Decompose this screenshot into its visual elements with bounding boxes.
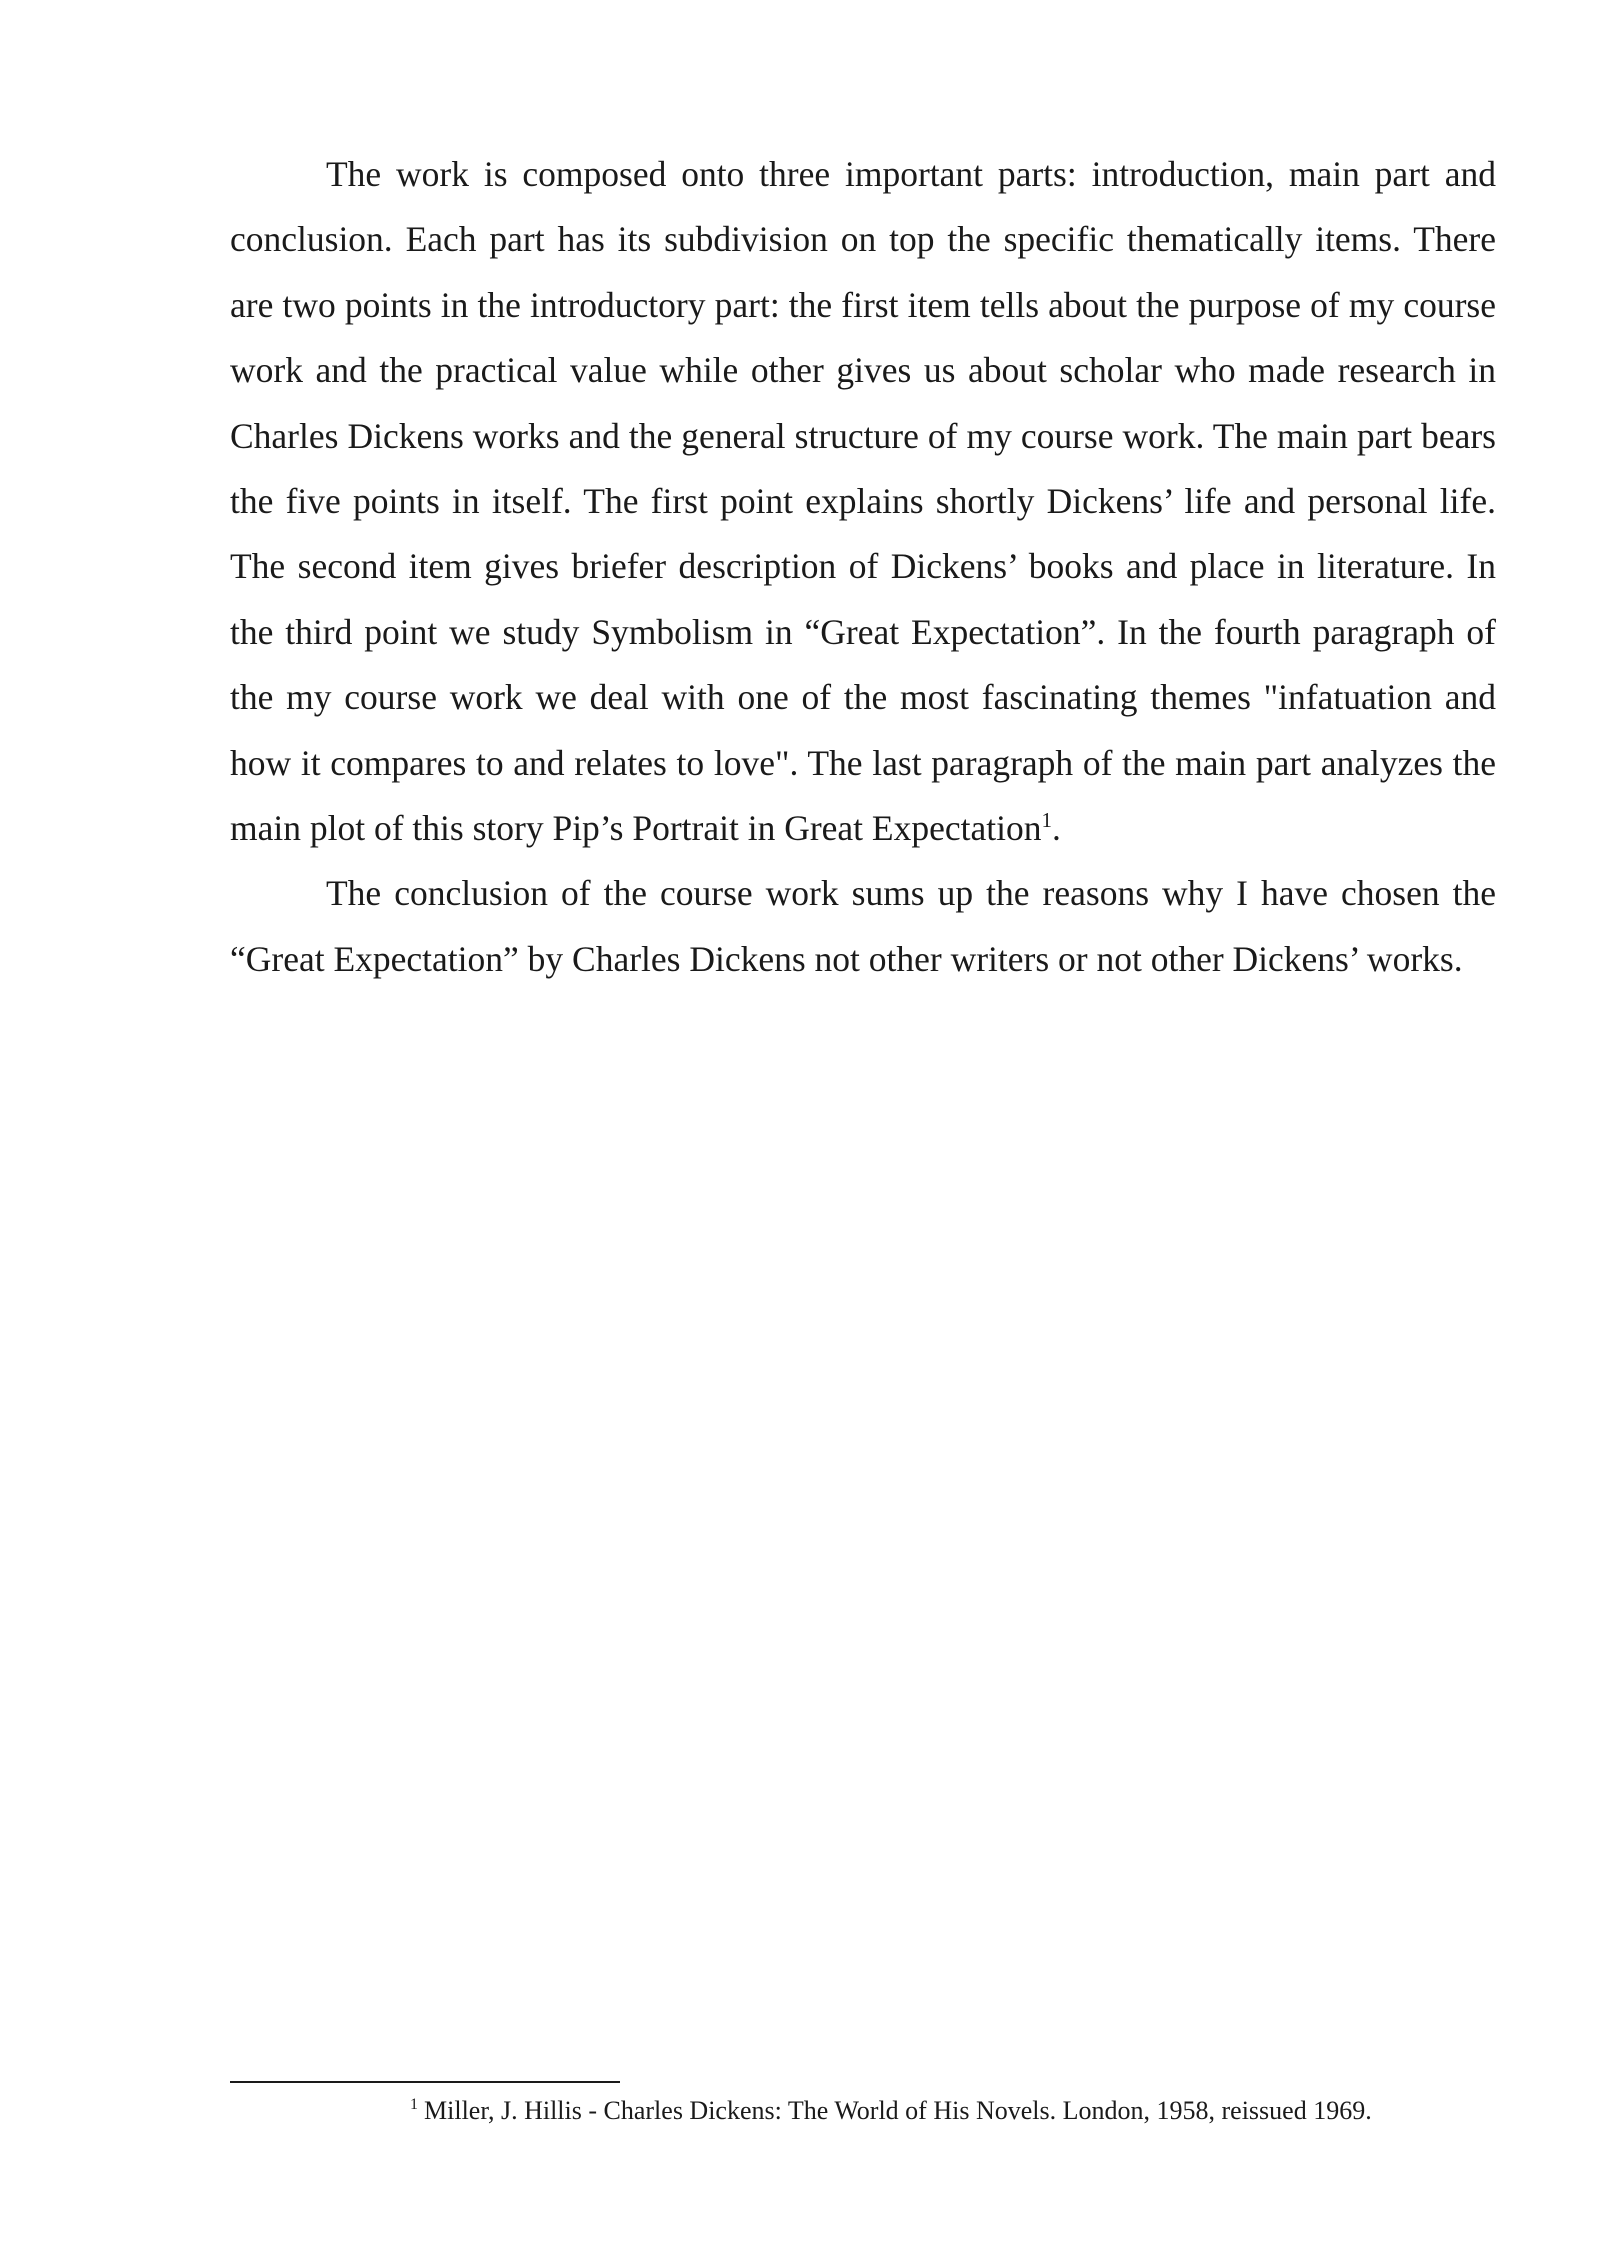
paragraph-structure-tail: . [1051, 808, 1061, 849]
footnote-mark: 1 [410, 2096, 418, 2114]
footnote-separator [230, 2081, 620, 2083]
footnote [230, 2094, 1496, 2128]
footnote-text: Miller, J. Hillis - Charles Dickens: The World of His Novels. London, 1958, reissued 1969. [424, 2096, 1372, 2125]
paragraph-structure [230, 142, 1496, 861]
footnote-reference[interactable]: 1 [1041, 808, 1052, 833]
body-text [230, 142, 1496, 992]
paragraph-conclusion: The conclusion of the course work sums up the reasons why I have chosen the “Great Expectation” by Charles Dickens not other writers or not other Dickens’ works. [230, 873, 1496, 979]
paragraph-structure-text: The work is composed onto three important parts: introduction, main part and conclusion. Each part has its subdivision on top the specific thematically items. There are two points in the introductory part: the first item tells about the purpose of my course work and the practical value while other gives us about scholar who made research in Charles Dickens works and the general structure of my course work. The main part bears the five points in itself. The first point explains shortly Dickens’ life and personal life. The second item gives briefer description of Dickens’ books and place in literature. In the third point we study Symbolism in “Great Expectation”. In the fourth paragraph of the my course work we deal with one of the most fascinating themes "infatuation and how it compares to and relates to love". The last paragraph of the main part analyzes the main plot of this story Pip’s Portrait in Great Expectation [230, 154, 1496, 849]
